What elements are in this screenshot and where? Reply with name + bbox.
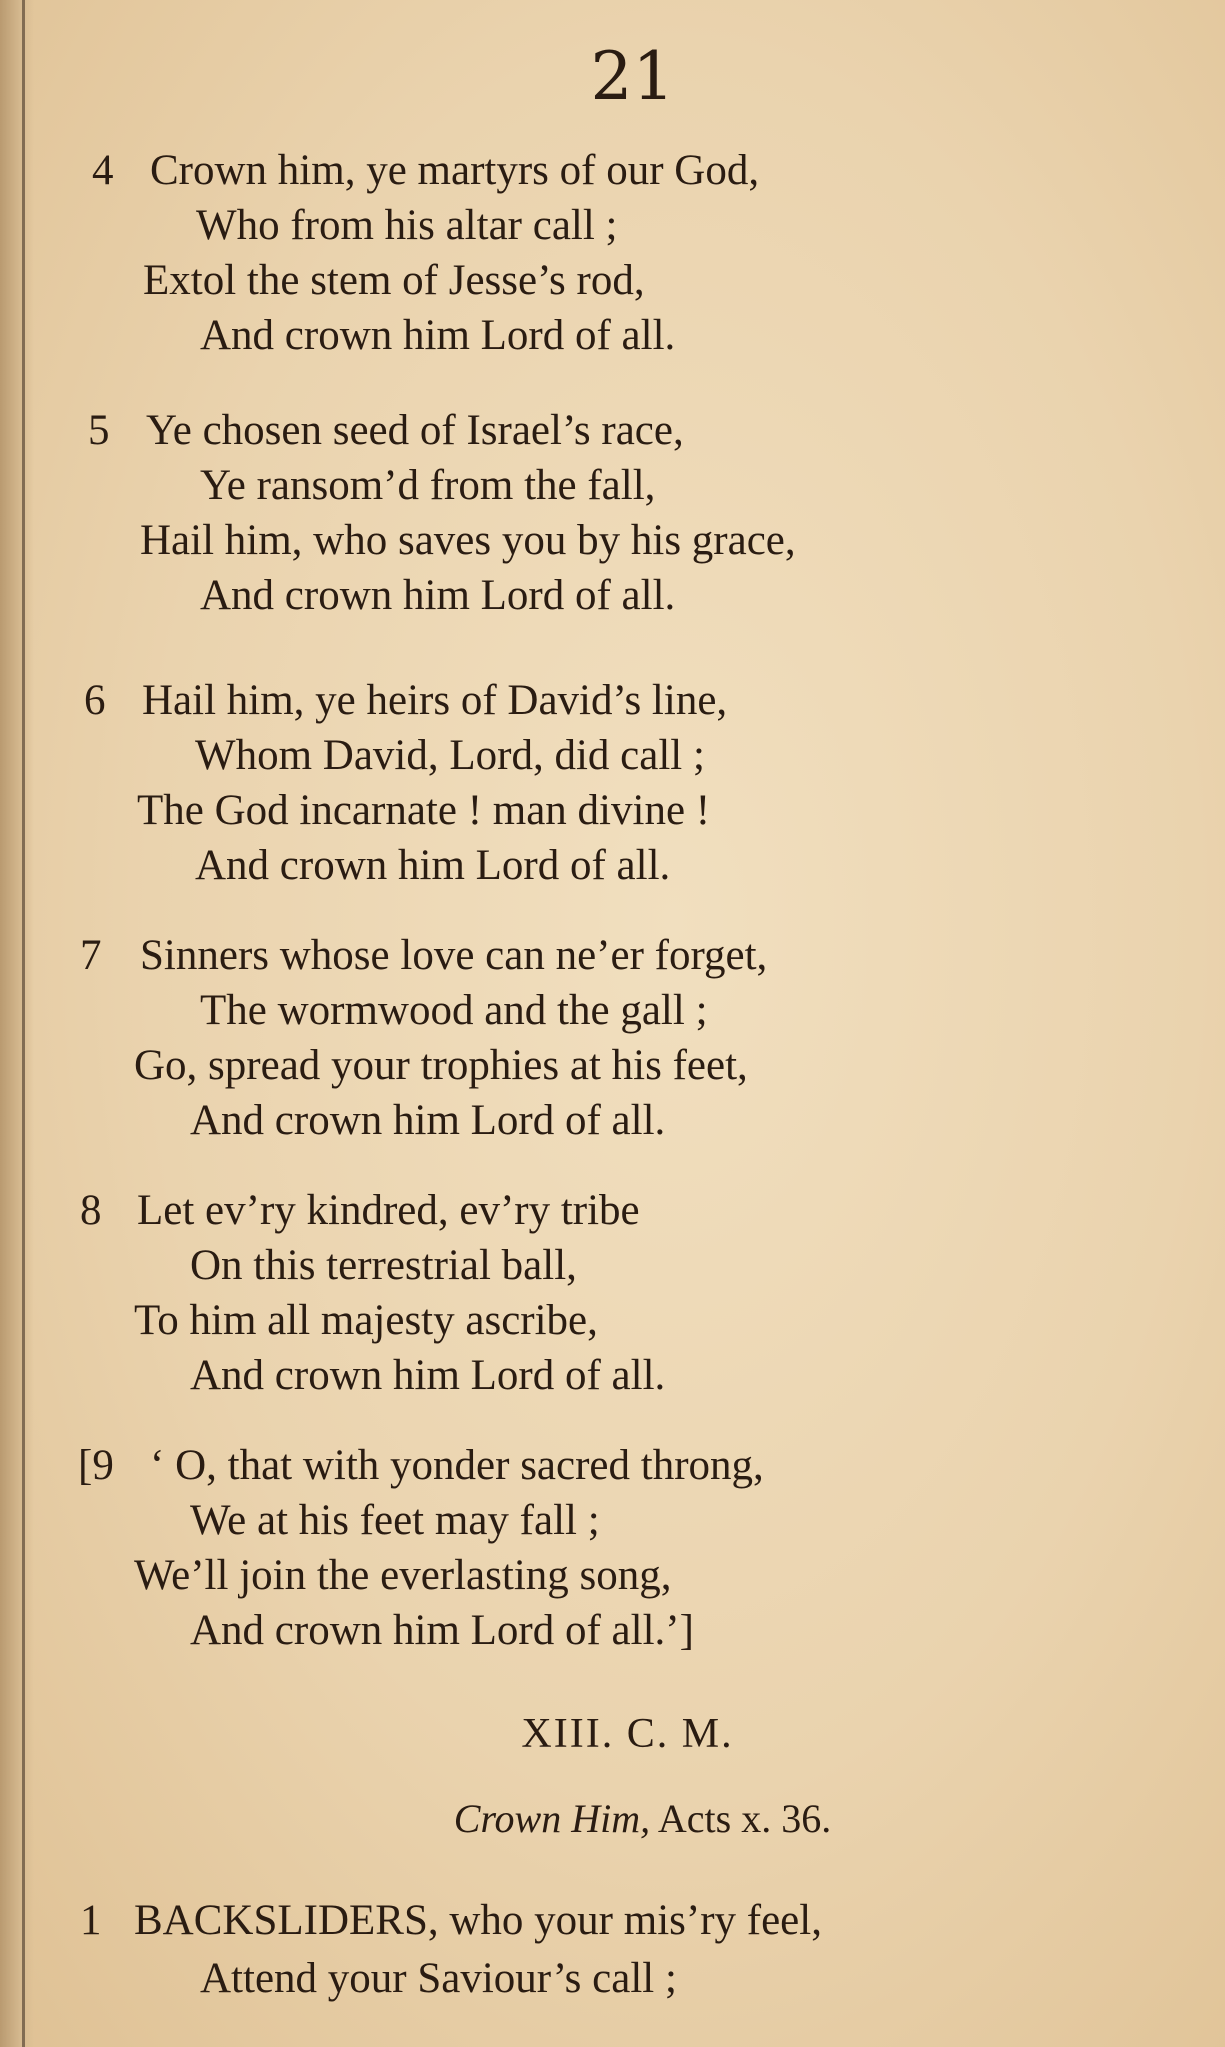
hymn-subtitle bbox=[0, 1795, 1225, 1842]
stanza-line: ‘ O, that with yonder sacred throng, bbox=[150, 1442, 764, 1489]
stanza-number: [9 bbox=[78, 1442, 114, 1489]
stanza-line: Whom David, Lord, did call ; bbox=[195, 732, 705, 779]
stanza-line: BACKSLIDERS, who your mis’ry feel, bbox=[134, 1897, 822, 1944]
hymn-subtitle-title: Crown Him, bbox=[453, 1796, 651, 1841]
stanza-number: 8 bbox=[80, 1187, 102, 1234]
page-number: 21 bbox=[590, 38, 675, 115]
stanza-number: 4 bbox=[92, 147, 114, 194]
stanza-line: Ye ransom’d from the fall, bbox=[200, 462, 656, 509]
stanza-line: Go, spread your trophies at his feet, bbox=[134, 1042, 748, 1089]
stanza-line: And crown him Lord of all. bbox=[190, 1097, 666, 1144]
stanza-line: The wormwood and the gall ; bbox=[200, 987, 708, 1034]
stanza-line: Attend your Saviour’s call ; bbox=[200, 1955, 677, 2002]
stanza-line: The God incarnate ! man divine ! bbox=[137, 787, 711, 834]
stanza-line: Who from his altar call ; bbox=[196, 202, 618, 249]
stanza-line: And crown him Lord of all.’] bbox=[190, 1607, 694, 1654]
stanza-line: To him all majesty ascribe, bbox=[134, 1297, 598, 1344]
stanza-line: We at his feet may fall ; bbox=[190, 1497, 600, 1544]
stanza-line: And crown him Lord of all. bbox=[190, 1352, 666, 1399]
stanza-line: Extol the stem of Jesse’s rod, bbox=[143, 257, 645, 304]
stanza-line: Let ev’ry kindred, ev’ry tribe bbox=[137, 1187, 640, 1234]
stanza-line: Crown him, ye martyrs of our God, bbox=[150, 147, 760, 194]
stanza-number: 1 bbox=[80, 1897, 102, 1944]
stanza-number: 5 bbox=[88, 407, 110, 454]
stanza-line: And crown him Lord of all. bbox=[200, 572, 676, 619]
stanza-line: And crown him Lord of all. bbox=[195, 842, 671, 889]
stanza-line: Sinners whose love can ne’er forget, bbox=[140, 932, 768, 979]
stanza-number: 7 bbox=[80, 932, 102, 979]
stanza-line: On this terrestrial ball, bbox=[190, 1242, 577, 1289]
stanza-line: Hail him, who saves you by his grace, bbox=[140, 517, 796, 564]
hymn-heading: XIII. C. M. bbox=[521, 1711, 734, 1757]
stanza-line: Hail him, ye heirs of David’s line, bbox=[142, 677, 728, 724]
stanza-line: Ye chosen seed of Israel’s race, bbox=[146, 407, 684, 454]
stanza-number: 6 bbox=[84, 677, 106, 724]
stanza-line: We’ll join the everlasting song, bbox=[134, 1552, 672, 1599]
stanza-line: And crown him Lord of all. bbox=[200, 312, 676, 359]
hymn-subtitle-reference: Acts x. 36. bbox=[650, 1796, 832, 1841]
